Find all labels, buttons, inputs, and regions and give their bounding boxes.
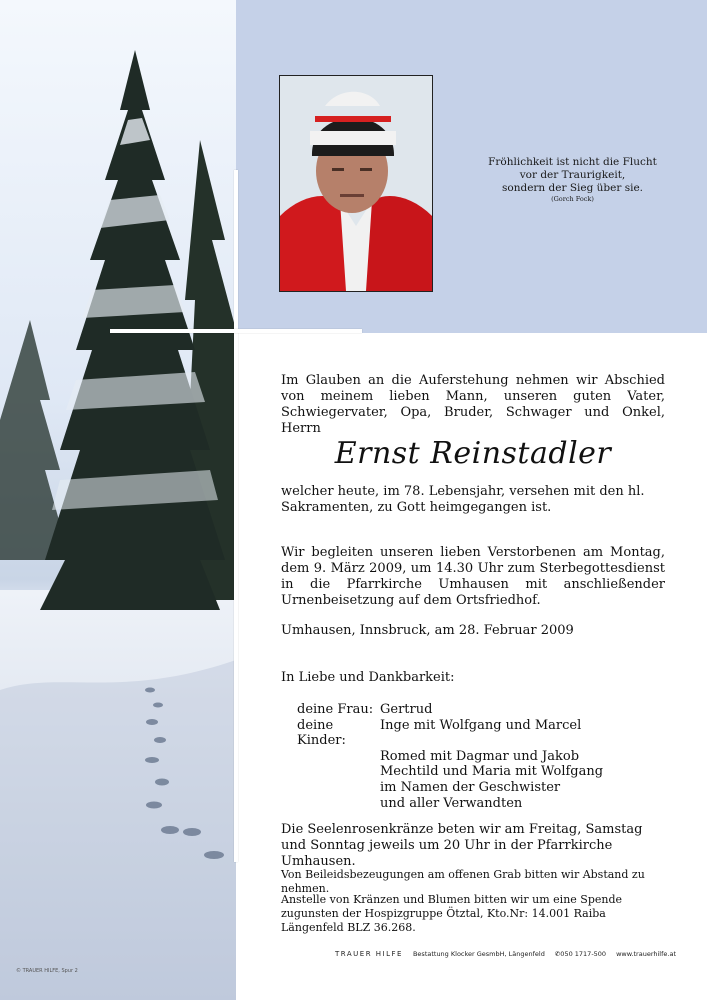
intro-text: Im Glauben an die Auferstehung nehmen wir Abschied von meinem lieben Mann, unseren guten Vater, Schwiegervater, Opa, Bruder, Schwager und Onkel, Herrn	[281, 373, 665, 436]
portrait-photo	[279, 75, 433, 292]
quote-line: sondern der Sieg über sie.	[502, 182, 643, 194]
deceased-name: Ernst Reinstadler	[334, 436, 612, 471]
wife-name: Gertrud	[380, 702, 433, 717]
quote-line: Fröhlichkeit ist nicht die Flucht	[488, 156, 657, 168]
footer	[335, 950, 676, 958]
rosary-info: Die Seelenrosenkränze beten wir am Freitag, Samstag und Sonntag jeweils um 20 Uhr in der Pfarrkirche Umhausen.	[281, 822, 643, 869]
child-entry: Inge mit Wolfgang und Marcel	[380, 717, 582, 733]
quote-author: (Gorch Fock)	[551, 195, 594, 203]
condolence-note: Von Beileidsbezeugungen am offenen Grab bitten wir Abstand zu nehmen.	[281, 868, 645, 895]
closing-line: In Liebe und Dankbarkeit:	[281, 670, 455, 685]
memorial-quote	[470, 156, 675, 204]
death-notice: welcher heute, im 78. Lebensjahr, versehen mit den hl. Sakramenten, zu Gott heimgegangen ist.	[281, 484, 645, 515]
wife-label: deine Frau:	[297, 702, 374, 717]
company-name: Bestattung Klocker GesmbH, Längenfeld	[412, 950, 545, 958]
child-entry: im Namen der Geschwister	[380, 779, 561, 795]
donation-note: Anstelle von Kränzen und Blumen bitten wir um eine Spende zugunsten der Hospizgruppe Ötztal, Kto.Nr: 14.001 Raiba Längenfeld BLZ 36.268.	[281, 893, 623, 934]
funeral-info: Wir begleiten unseren lieben Verstorbenen am Montag, dem 9. März 2009, um 14.30 Uhr zum Sterbegottesdienst in die Pfarrkirche Umhausen mit anschließender Urnenbeisetzung auf dem Ortsfriedhof.	[281, 545, 665, 608]
trauerhilfe-logo: TRAUER HILFE	[335, 950, 403, 958]
child-entry: Mechtild und Maria mit Wolfgang	[380, 764, 604, 780]
quote-line: vor der Traurigkeit,	[519, 169, 626, 181]
phone-number: ✆050 1717-500	[554, 950, 607, 958]
copyright-note: © TRAUER HILFE, Spur 2	[16, 968, 78, 974]
winter-forest-photo	[0, 0, 236, 1000]
children-label: deine Kinder:	[297, 717, 346, 749]
child-entry: und aller Verwandten	[380, 795, 523, 811]
family-list	[297, 702, 603, 811]
child-entry: Romed mit Dagmar und Jakob	[380, 748, 580, 764]
cross-vertical	[234, 170, 238, 862]
website-link[interactable]: www.trauerhilfe.at	[616, 950, 676, 958]
cross-horizontal	[110, 329, 362, 333]
place-date: Umhausen, Innsbruck, am 28. Februar 2009	[281, 623, 574, 638]
